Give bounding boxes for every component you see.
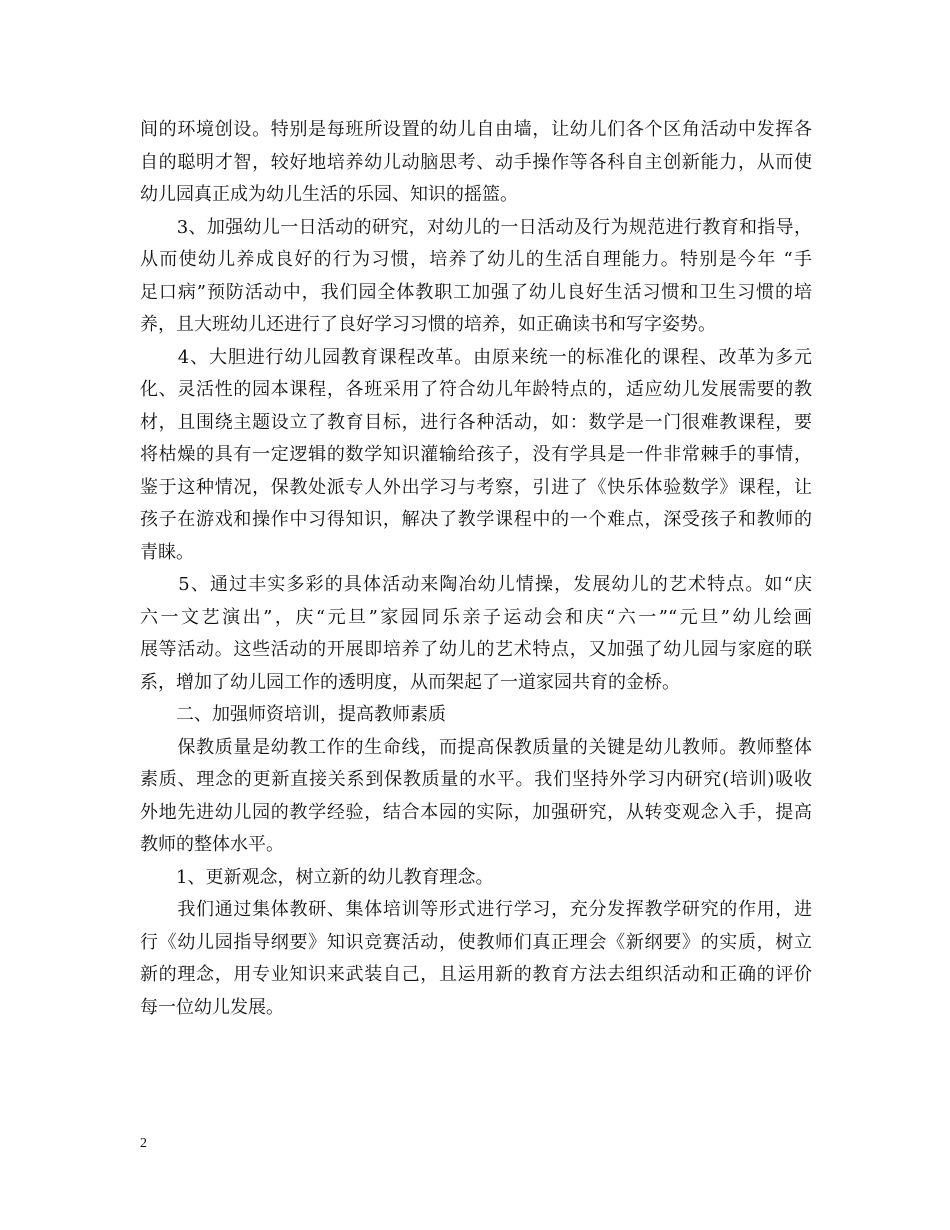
text-line: 每一位幼儿发展。 — [140, 996, 284, 1018]
text-line: 4、大胆进行幼儿园教育课程改革。由原来统一的标准化的课程、改革为多元 — [140, 346, 812, 368]
text-line: 5、通过丰实多彩的具体活动来陶冶幼儿情操，发展幼儿的艺术特点。如“庆 — [140, 574, 812, 595]
body-text — [140, 114, 812, 1024]
subsection-heading: 1、更新观念，树立新的幼儿教育理念。 — [140, 866, 494, 888]
text-line: 自的聪明才智，较好地培养幼儿动脑思考、动手操作等各科自主创新能力，从而使 — [140, 151, 812, 173]
text-line: 鉴于这种情况，保教处派专人外出学习与考察，引进了《快乐体验数学》课程，让 — [140, 476, 812, 498]
text-line: 足口病”预防活动中，我们园全体教职工加强了幼儿良好生活习惯和卫生习惯的培 — [140, 281, 812, 303]
text-line: 将枯燥的具有一定逻辑的数学知识灌输给孩子，没有学具是一件非常棘手的事情， — [140, 444, 812, 465]
text-line: 从而使幼儿养成良好的行为习惯，培养了幼儿的生活自理能力。特别是今年 “手 — [140, 249, 812, 270]
text-line: 青睐。 — [140, 541, 194, 563]
text-line: 展等活动。这些活动的开展即培养了幼儿的艺术特点，又加强了幼儿园与家庭的联 — [140, 639, 812, 660]
text-line: 素质、理念的更新直接关系到保教质量的水平。我们坚持外学习内研究(培训)吸收 — [140, 769, 812, 790]
section-heading: 二、加强师资培训，提高教师素质 — [140, 704, 446, 725]
text-line: 保教质量是幼教工作的生命线，而提高保教质量的关键是幼儿教师。教师整体 — [140, 736, 812, 758]
text-line: 材，且围绕主题设立了教育目标，进行各种活动，如：数学是一门很难教课程，要 — [140, 411, 812, 433]
text-line: 新的理念，用专业知识来武装自己，且运用新的教育方法去组织活动和正确的评价 — [140, 964, 812, 985]
text-line: 幼儿园真正成为幼儿生活的乐园、知识的摇篮。 — [140, 184, 518, 205]
text-line: 间的环境创设。特别是每班所设置的幼儿自由墙，让幼儿们各个区角活动中发挥各 — [140, 119, 812, 140]
text-line: 系，增加了幼儿园工作的透明度，从而架起了一道家园共育的金桥。 — [140, 671, 680, 693]
page-number: 2 — [140, 1136, 147, 1151]
text-line: 3、加强幼儿一日活动的研究，对幼儿的一日活动及行为规范进行教育和指导， — [140, 216, 812, 238]
text-line: 行《幼儿园指导纲要》知识竞赛活动，使教师们真正理会《新纲要》的实质，树立 — [140, 931, 812, 953]
text-line: 六一文艺演出”，庆“元旦”家园同乐亲子运动会和庆“六一”“元旦”幼儿绘画 — [140, 606, 812, 628]
text-line: 孩子在游戏和操作中习得知识，解决了教学课程中的一个难点，深受孩子和教师的 — [140, 509, 812, 530]
text-line: 外地先进幼儿园的教学经验，结合本园的实际，加强研究，从转变观念入手，提高 — [140, 801, 812, 823]
text-line: 教师的整体水平。 — [140, 834, 284, 855]
text-line: 我们通过集体教研、集体培训等形式进行学习，充分发挥教学研究的作用，进 — [140, 899, 812, 920]
text-line: 化、灵活性的园本课程，各班采用了符合幼儿年龄特点的，适应幼儿发展需要的教 — [140, 379, 812, 400]
text-line: 养，且大班幼儿还进行了良好学习习惯的培养，如正确读书和写字姿势。 — [140, 314, 716, 335]
